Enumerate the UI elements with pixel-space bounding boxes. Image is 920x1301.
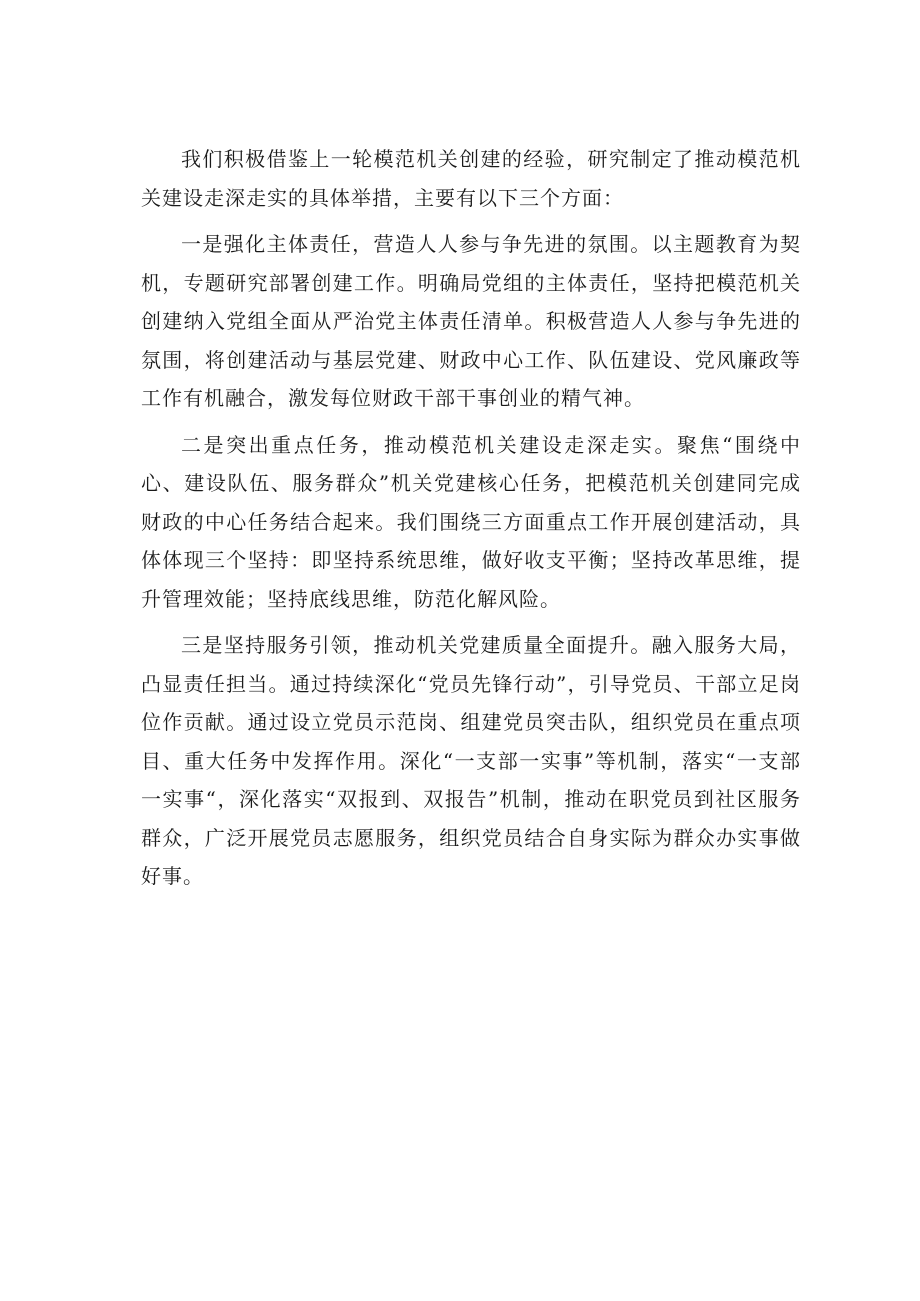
paragraph-intro: 我们积极借鉴上一轮模范机关创建的经验，研究制定了推动模范机关建设走深走实的具体举措，主要有以下三个方面： — [141, 147, 801, 210]
paragraph-point-three: 三是坚持服务引领，推动机关党建质量全面提升。融入服务大局，凸显责任担当。通过持续深化“党员先锋行动”，引导党员、干部立足岗位作贡献。通过设立党员示范岗、组建党员突击队，组织党员在重点项目、重大任务中发挥作用。深化“一支部一实事”等机制，落实“一支部一实事“，深化落实“双报到、双报告”机制，推动在职党员到社区服务群众，广泛开展党员志愿服务，组织党员结合自身实际为群众办实事做好事。 — [141, 633, 801, 888]
document-body — [141, 140, 801, 904]
paragraph-point-two: 二是突出重点任务，推动模范机关建设走深走实。聚焦“围绕中心、建设队伍、服务群众”机关党建核心任务，把模范机关创建同完成财政的中心任务结合起来。我们围绕三方面重点工作开展创建活动，具体体现三个坚持：即坚持系统思维，做好收支平衡；坚持改革思维，提升管理效能；坚持底线思维，防范化解风险。 — [141, 432, 801, 611]
paragraph-point-one: 一是强化主体责任，营造人人参与争先进的氛围。以主题教育为契机，专题研究部署创建工作。明确局党组的主体责任，坚持把模范机关创建纳入党组全面从严治党主体责任清单。积极营造人人参与争先进的氛围，将创建活动与基层党建、财政中心工作、队伍建设、党风廉政等工作有机融合，激发每位财政干部干事创业的精气神。 — [141, 232, 801, 410]
